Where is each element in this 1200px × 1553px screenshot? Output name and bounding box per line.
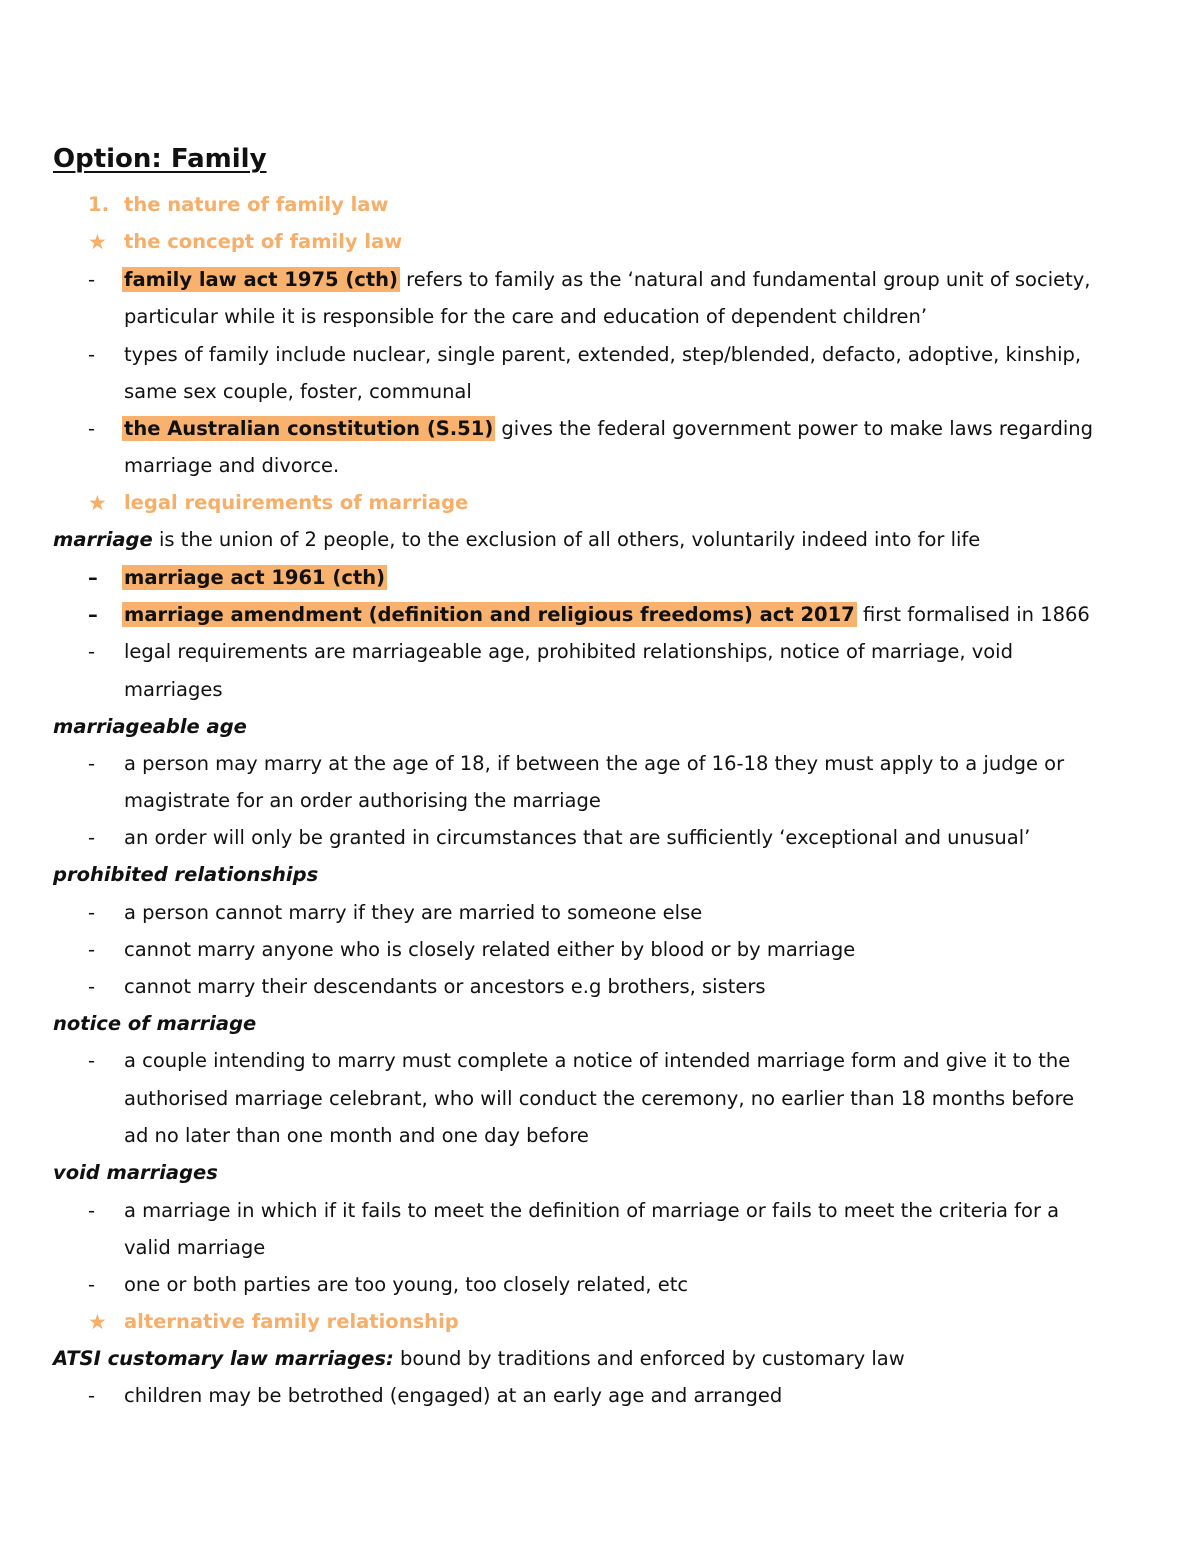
topic-heading — [0, 860, 1200, 890]
star-heading — [0, 1307, 1200, 1337]
item-text: cannot marry their descendants or ancestors e.g brothers, sisters — [124, 975, 766, 998]
dash-bullet: – — [88, 566, 98, 589]
list-item-continuation — [0, 451, 1200, 481]
subsection-heading: the concept of family law — [124, 230, 403, 253]
dash-bullet: - — [88, 826, 96, 849]
list-item — [0, 1270, 1200, 1300]
item-text: a couple intending to marry must complete a notice of intended marriage form and give it to the — [124, 1049, 1071, 1072]
item-text: gives the federal government power to make laws regarding — [495, 417, 1093, 440]
definition-line — [0, 525, 1200, 555]
definition-text: bound by traditions and enforced by customary law — [393, 1347, 905, 1370]
item-text: valid marriage — [124, 1236, 266, 1259]
list-item — [0, 600, 1200, 630]
subsection-heading: alternative family relationship — [124, 1310, 459, 1333]
section-heading: the nature of family law — [124, 193, 389, 216]
dash-bullet: - — [88, 640, 96, 663]
item-text: authorised marriage celebrant, who will conduct the ceremony, no earlier than 18 months before — [124, 1087, 1075, 1110]
dash-bullet: - — [88, 1199, 96, 1222]
page-title: Option: Family — [53, 144, 267, 174]
list-item — [0, 1196, 1200, 1226]
list-item-continuation — [0, 377, 1200, 407]
list-item — [0, 1046, 1200, 1076]
dash-bullet: - — [88, 1273, 96, 1296]
list-item-continuation — [0, 1121, 1200, 1151]
star-icon: ★ — [88, 491, 107, 515]
topic-title: prohibited relationships — [53, 863, 319, 886]
highlighted-term: the Australian constitution (S.51) — [124, 417, 494, 440]
topic-title: void marriages — [53, 1161, 218, 1184]
item-text: ad no later than one month and one day before — [124, 1124, 589, 1147]
list-item — [0, 823, 1200, 853]
list-item-continuation — [0, 1233, 1200, 1263]
dash-bullet: - — [88, 975, 96, 998]
dash-bullet: - — [88, 938, 96, 961]
list-item — [0, 749, 1200, 779]
item-text: refers to family as the ‘natural and fundamental group unit of society, — [399, 268, 1091, 291]
highlighted-term: family law act 1975 (cth) — [124, 268, 398, 291]
topic-heading — [0, 1158, 1200, 1188]
list-item-continuation — [0, 786, 1200, 816]
item-text: types of family include nuclear, single parent, extended, step/blended, defacto, adoptive, kinship, — [124, 343, 1082, 366]
list-item — [0, 898, 1200, 928]
highlighted-term: marriage amendment (definition and religious freedoms) act 2017 — [124, 603, 855, 626]
dash-bullet: - — [88, 268, 96, 291]
topic-title: marriageable age — [53, 715, 247, 738]
list-item — [0, 563, 1200, 593]
numbered-heading — [0, 190, 1200, 220]
item-text: an order will only be granted in circumstances that are sufficiently ‘exceptional and unusual’ — [124, 826, 1031, 849]
item-text: cannot marry anyone who is closely related either by blood or by marriage — [124, 938, 856, 961]
item-text: a marriage in which if it fails to meet the definition of marriage or fails to meet the criteria for a — [124, 1199, 1060, 1222]
item-text: particular while it is responsible for the care and education of dependent children’ — [124, 305, 928, 328]
topic-title: notice of marriage — [53, 1012, 257, 1035]
item-text: marriage and divorce. — [124, 454, 340, 477]
dash-bullet: - — [88, 343, 96, 366]
list-item — [0, 340, 1200, 370]
list-item — [0, 935, 1200, 965]
star-heading — [0, 227, 1200, 257]
star-icon: ★ — [88, 230, 107, 254]
list-item-continuation — [0, 1084, 1200, 1114]
list-item-continuation — [0, 302, 1200, 332]
highlighted-term: marriage act 1961 (cth) — [124, 566, 386, 589]
dash-bullet: - — [88, 901, 96, 924]
list-item — [0, 1381, 1200, 1411]
item-text: one or both parties are too young, too closely related, etc — [124, 1273, 689, 1296]
item-text: a person cannot marry if they are married to someone else — [124, 901, 703, 924]
definition-line — [0, 1344, 1200, 1374]
defined-term: ATSI customary law marriages: — [53, 1347, 394, 1370]
topic-heading — [0, 712, 1200, 742]
defined-term: marriage — [53, 528, 153, 551]
list-number: 1. — [88, 193, 109, 216]
item-text: marriages — [124, 678, 223, 701]
dash-bullet: - — [88, 417, 96, 440]
definition-text: is the union of 2 people, to the exclusion of all others, voluntarily indeed into for life — [152, 528, 981, 551]
item-text: legal requirements are marriageable age, prohibited relationships, notice of marriage, void — [124, 640, 1013, 663]
list-item — [0, 972, 1200, 1002]
item-text: magistrate for an order authorising the marriage — [124, 789, 601, 812]
item-text: same sex couple, foster, communal — [124, 380, 472, 403]
dash-bullet: – — [88, 603, 98, 626]
dash-bullet: - — [88, 1384, 96, 1407]
topic-heading — [0, 1009, 1200, 1039]
star-heading — [0, 488, 1200, 518]
dash-bullet: - — [88, 752, 96, 775]
dash-bullet: - — [88, 1049, 96, 1072]
item-text: a person may marry at the age of 18, if between the age of 16-18 they must apply to a judge or — [124, 752, 1065, 775]
list-item — [0, 265, 1200, 295]
list-item — [0, 637, 1200, 667]
star-icon: ★ — [88, 1310, 107, 1334]
item-text: first formalised in 1866 — [856, 603, 1090, 626]
list-item-continuation — [0, 675, 1200, 705]
subsection-heading: legal requirements of marriage — [124, 491, 469, 514]
item-text: children may be betrothed (engaged) at an early age and arranged — [124, 1384, 783, 1407]
list-item — [0, 414, 1200, 444]
